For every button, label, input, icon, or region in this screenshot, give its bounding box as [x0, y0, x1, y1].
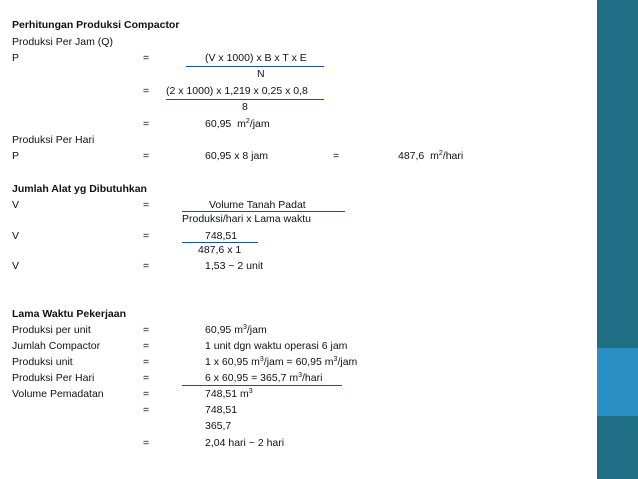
equals-sign: = [143, 260, 150, 272]
equals-sign: = [143, 52, 150, 64]
result-value: 60,95 $m^2$/jam [205, 118, 270, 130]
sidebar-decoration [597, 0, 638, 479]
label-v: V [12, 230, 20, 242]
result-value: 1,53 ~ 2 unit [205, 260, 264, 272]
fraction-numerator: Volume Tanah Padat [209, 199, 306, 211]
sidebar-accent-block [597, 348, 638, 416]
row-label: Produksi per unit [12, 324, 91, 336]
equals-sign: = [143, 356, 150, 368]
formula-denominator: N [257, 68, 265, 80]
fraction-line [182, 211, 345, 212]
equals-sign: = [143, 324, 150, 336]
label-p: P [12, 52, 20, 64]
row-label: Volume Pemadatan [12, 388, 104, 400]
equals-sign: = [143, 150, 150, 162]
row-underline [182, 385, 342, 386]
formula-denominator: 8 [242, 101, 248, 113]
row-value: 748,51 $m^3$ [205, 388, 253, 400]
section-title-produksi-compactor: Perhitungan Produksi Compactor [12, 19, 180, 31]
fraction-line [166, 99, 324, 100]
equals-sign: = [143, 199, 150, 211]
equals-sign: = [143, 230, 150, 242]
row-label: Produksi unit [12, 356, 73, 368]
row-value: 6 x 60,95 = 365,7 $m^3$/hari [205, 372, 323, 384]
fraction-denominator: Produksi/hari x Lama waktu [182, 213, 311, 225]
equals-sign: = [143, 340, 150, 352]
subtitle-produksi-per-hari: Produksi Per Hari [12, 134, 95, 146]
fraction-line [182, 242, 258, 243]
label-v: V [12, 199, 20, 211]
calc-expression: 60,95 x 8 jam [205, 150, 269, 162]
fraction-line [186, 66, 324, 67]
formula-numerator: (2 x 1000) x 1,219 x 0,25 x 0,8 [166, 85, 308, 97]
fraction-numerator: 748,51 [205, 404, 238, 416]
label-v: V [12, 260, 20, 272]
section-title-jumlah-alat: Jumlah Alat yg Dibutuhkan [12, 183, 147, 195]
equals-sign: = [143, 85, 150, 97]
row-value: 1 unit dgn waktu operasi 6 jam [205, 340, 348, 352]
equals-sign: = [143, 372, 150, 384]
row-label: Jumlah Compactor [12, 340, 101, 352]
equals-sign: = [143, 388, 150, 400]
equals-sign: = [143, 437, 150, 449]
row-label: Produksi Per Hari [12, 372, 95, 384]
fraction-denominator: 487,6 x 1 [198, 244, 242, 256]
fraction-numerator: 748,51 [205, 230, 238, 242]
formula-numerator: (V x 1000) x B x T x E [205, 52, 307, 64]
row-value: 60,95 $m^3$/jam [205, 324, 267, 336]
label-p: P [12, 150, 20, 162]
section-title-lama-waktu: Lama Waktu Pekerjaan [12, 308, 126, 320]
equals-sign: = [143, 404, 150, 416]
result-value: 487,6 $m^2$/hari [398, 150, 464, 162]
fraction-denominator: 365,7 [205, 420, 232, 432]
row-value: 1 x 60,95 $m^3$/jam = 60,95 $m^3$/jam [205, 356, 358, 368]
equals-sign: = [333, 150, 340, 162]
final-result: 2,04 hari ~ 2 hari [205, 437, 285, 449]
subtitle-produksi-per-jam: Produksi Per Jam (Q) [12, 36, 113, 48]
equals-sign: = [143, 118, 150, 130]
